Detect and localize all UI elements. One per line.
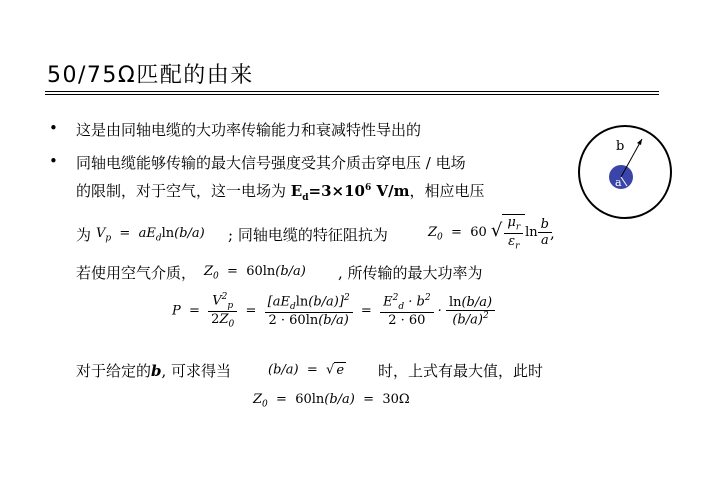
bullet-marker: • xyxy=(49,152,58,170)
slide-title: 50/75Ω匹配的由来 xyxy=(47,63,254,88)
bullet-marker: • xyxy=(49,119,58,137)
paragraph-line-4-suffix: , 所传输的最大功率为 xyxy=(338,264,483,282)
bullet-text-2: 同轴电缆能够传输的最大信号强度受其介质击穿电压 / 电场 xyxy=(76,154,466,172)
paragraph-line-2: 的限制，对于空气，这一电场为 $E_d=3\times 10^6$ V/m，相应电压 xyxy=(76,182,485,203)
paragraph-line-3-mid: ; 同轴电缆的特征阻抗为 xyxy=(228,226,388,244)
paragraph-line-3-suffix: , xyxy=(550,224,555,242)
vp-formula: $V_p = aE_d\ln(b/a)$ xyxy=(96,226,205,244)
paragraph-line-3-prefix: 为 xyxy=(76,226,92,244)
result-formula: $Z_0 = 60\ln(b/a) = 30\Omega$ xyxy=(253,392,410,410)
title-underline-secondary xyxy=(45,94,659,95)
power-formula: P = $\frac{V^2_p}{2Z_0}$ = $\frac{[aE_d\ln(b/a)]^2}{2 \cdot 60\ln(b/a)}$ = $\frac{E^2_d \cdot b^2}{2 \cdot 60}$ · $\frac{\ln(b/a)}{(b/a)^2}$ xyxy=(172,292,495,330)
bullet-text-1: 这是由同轴电缆的大功率传输能力和衰减特性导出的 xyxy=(76,121,422,139)
diagram-label-b: b xyxy=(616,139,625,154)
paragraph-line-5: 对于给定的b, 可求得当 xyxy=(76,362,232,380)
z0-air-formula: $Z_0 = 60\ln(b/a)$ xyxy=(204,264,306,282)
paragraph-line-4-prefix: 若使用空气介质， xyxy=(76,264,197,282)
z0-formula: $Z_0 = 60$ √ $\frac{\mu_r}{\varepsilon_r}$ ln $\frac{b}{a}$ xyxy=(428,214,552,251)
title-underline xyxy=(45,91,659,92)
diagram-label-a: a xyxy=(615,176,622,189)
coax-cross-section-diagram xyxy=(575,122,675,222)
paragraph-line-5-suffix: 时，上式有最大值，此时 xyxy=(378,362,544,380)
condition-formula: (b/a) = √ e xyxy=(268,362,345,378)
